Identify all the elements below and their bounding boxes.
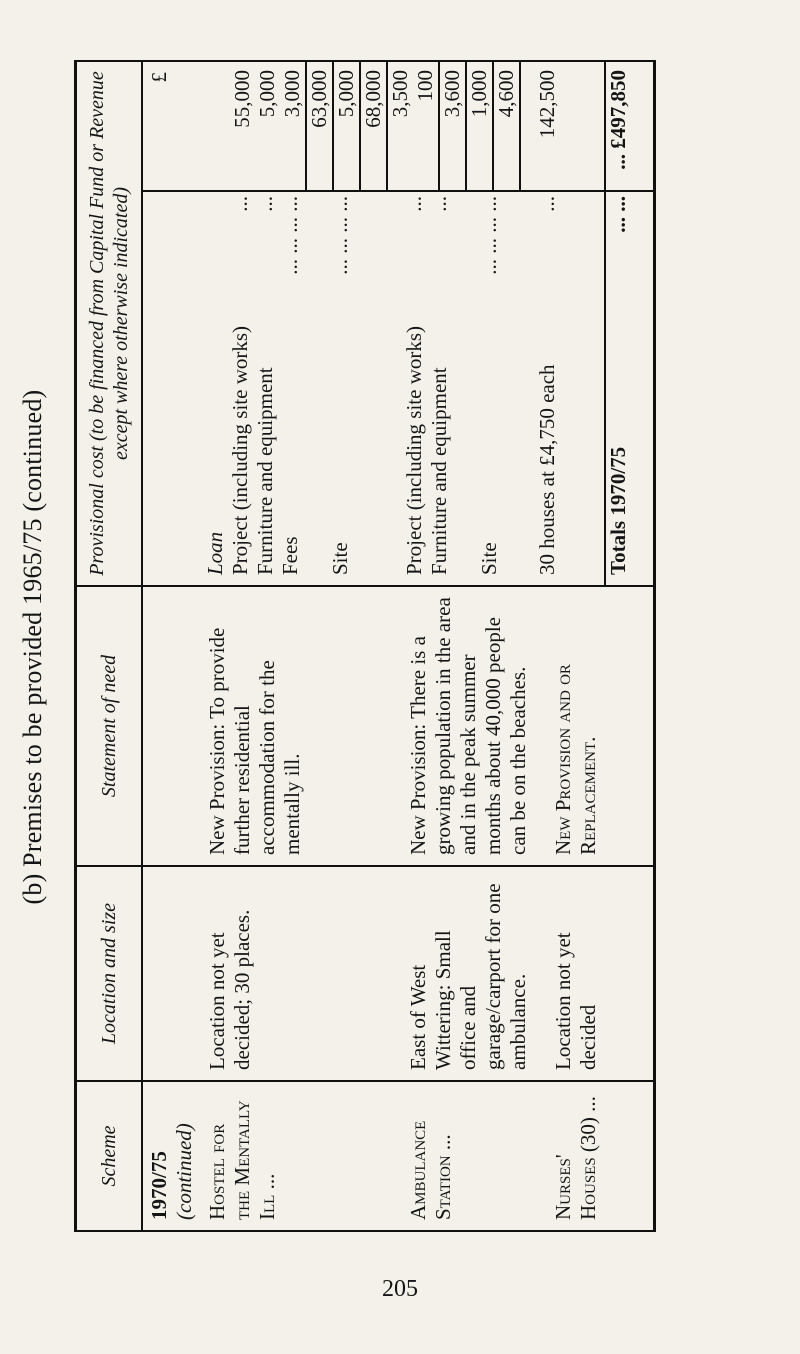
period-label: 1970/75 (continued) bbox=[142, 1081, 201, 1231]
location-text: Location not yet decided bbox=[535, 866, 605, 1081]
need-text: New Provision: There is a growing population in the area and in the peak summer months about 40,000 people can be on the beaches. bbox=[388, 586, 535, 866]
scheme-name: Hostel for the Mentally Ill bbox=[205, 1100, 279, 1220]
col-header-scheme: Scheme bbox=[76, 1081, 143, 1231]
cost-amount: 55,000 bbox=[230, 69, 254, 128]
cost-line: Fees ... ... ... ... bbox=[278, 196, 302, 575]
cost-line: Site ... ... ... ... bbox=[477, 196, 501, 575]
cost-amount: 3,000 bbox=[280, 69, 304, 118]
col-header-location: Location and size bbox=[76, 866, 143, 1081]
cost-line: Furniture and equipment ... bbox=[427, 196, 451, 575]
cost-line: 30 houses at £4,750 each ... bbox=[535, 196, 559, 575]
table-row: Nurses' Houses (30) ... Location not yet decided New Provision and or Replacement. 30 houses at £4,750 each ... 142,500 bbox=[535, 61, 605, 1231]
need-text: New Provision and or Replacement. bbox=[535, 586, 605, 866]
cost-line: Site ... ... ... ... bbox=[328, 196, 352, 575]
cost-subtotal: 4,600 bbox=[492, 62, 521, 190]
need-text: New Provision: To provide further residential accommodation for the mentally ill. bbox=[201, 586, 388, 866]
premises-table bbox=[74, 60, 656, 1232]
cost-subtotal: 3,600 bbox=[438, 62, 467, 190]
location-text: Location not yet decided; 30 places. bbox=[201, 866, 388, 1081]
totals-amount: ... £497,850 bbox=[606, 69, 630, 170]
cost-subtotal: 68,000 bbox=[359, 62, 388, 190]
col-header-cost: Provisional cost (to be financed from Capital Fund or Revenue except where otherwise indicated) bbox=[76, 61, 143, 586]
cost-line: Project (including site works) ... bbox=[228, 196, 252, 575]
cost-subtotal: 63,000 bbox=[305, 62, 334, 190]
col-header-need: Statement of need bbox=[76, 586, 143, 866]
cost-line: Project (including site works) ... bbox=[402, 196, 426, 575]
cost-amount: 3,500 bbox=[388, 69, 412, 118]
totals-row: Totals 1970/75 ... ... ... £497,850 bbox=[605, 61, 655, 1231]
cost-amount: 142,500 bbox=[535, 69, 559, 139]
scheme-name: Nurses' Houses (30) bbox=[551, 1117, 600, 1220]
cost-line: Furniture and equipment ... bbox=[253, 196, 277, 575]
currency-symbol: £ bbox=[142, 61, 201, 191]
cost-amount: 5,000 bbox=[255, 69, 279, 118]
location-text: East of West Wittering: Small office and garage/carport for one ambulance. bbox=[388, 866, 535, 1081]
page-number: 205 bbox=[382, 1276, 418, 1302]
scheme-name: Ambulance Station bbox=[406, 1120, 455, 1220]
cost-amount: 100 bbox=[413, 69, 437, 102]
totals-label: Totals 1970/75 bbox=[606, 446, 630, 575]
cost-amount: 5,000 bbox=[334, 69, 358, 118]
page-heading: (b) Premises to be provided 1965/75 (continued) bbox=[18, 389, 47, 905]
cost-heading: Loan bbox=[203, 531, 227, 575]
table-row: Ambulance Station ... East of West Wittering: Small office and garage/carport for one ambulance. New Provision: There is a growing population in the area and in the peak summer months about 40,000 people can be on the beaches. Project (including site works) ... Furniture and equipment ... Site ... ... ... ... 3,500 100 3,600 1,000 4,600 bbox=[388, 61, 535, 1231]
table-row: Hostel for the Mentally Ill ... Location not yet decided; 30 places. New Provision: To provide further residential accommodation for the mentally ill. Loan Project (including site works) ... Furniture and equipment ... Fees ... ... ... ... Site ... ... ... ... 55,000 5,000 3,000 63,000 5,000 68,000 bbox=[201, 61, 388, 1231]
cost-amount: 1,000 bbox=[467, 69, 491, 118]
